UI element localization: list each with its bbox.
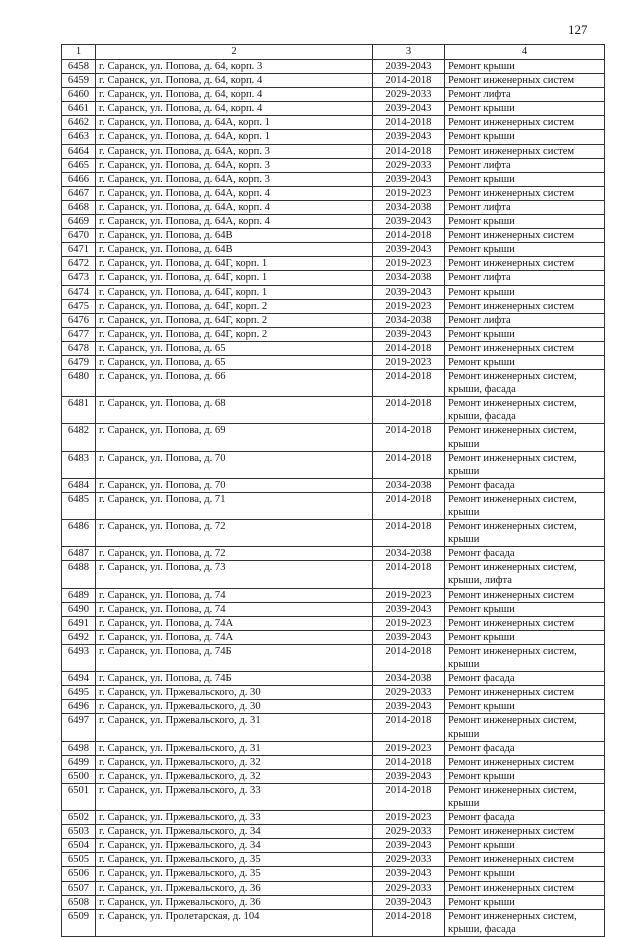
- period-cell: 2014-2018: [373, 144, 445, 158]
- period-cell: 2039-2043: [373, 285, 445, 299]
- work-type-cell: Ремонт инженерных систем, крыши, фасада: [445, 370, 605, 397]
- work-type-cell: Ремонт крыши: [445, 355, 605, 369]
- period-cell: 2034-2038: [373, 672, 445, 686]
- period-cell: 2019-2023: [373, 299, 445, 313]
- period-cell: 2014-2018: [373, 370, 445, 397]
- row-number: 6507: [62, 881, 96, 895]
- table-row: [62, 895, 605, 909]
- period-cell: 2039-2043: [373, 172, 445, 186]
- work-type-cell: Ремонт крыши: [445, 867, 605, 881]
- row-number: 6490: [62, 602, 96, 616]
- table-row: [62, 783, 605, 810]
- table-row: [62, 215, 605, 229]
- address-cell: г. Саранск, ул. Попова, д. 64, корп. 3: [96, 60, 373, 74]
- table-row: [62, 478, 605, 492]
- address-cell: г. Саранск, ул. Пржевальского, д. 32: [96, 755, 373, 769]
- work-type-cell: Ремонт лифта: [445, 271, 605, 285]
- work-type-cell: Ремонт фасада: [445, 547, 605, 561]
- table-row: [62, 616, 605, 630]
- period-cell: 2029-2033: [373, 158, 445, 172]
- table-row: [62, 714, 605, 741]
- row-number: 6474: [62, 285, 96, 299]
- work-type-cell: Ремонт лифта: [445, 200, 605, 214]
- address-cell: г. Саранск, ул. Пржевальского, д. 31: [96, 714, 373, 741]
- table-row: [62, 909, 605, 936]
- address-cell: г. Саранск, ул. Попова, д. 74Б: [96, 644, 373, 671]
- period-cell: 2029-2033: [373, 825, 445, 839]
- period-cell: 2039-2043: [373, 102, 445, 116]
- work-type-cell: Ремонт крыши: [445, 102, 605, 116]
- table-row: [62, 186, 605, 200]
- row-number: 6465: [62, 158, 96, 172]
- period-cell: 2014-2018: [373, 783, 445, 810]
- period-cell: 2034-2038: [373, 200, 445, 214]
- period-cell: 2039-2043: [373, 700, 445, 714]
- work-type-cell: Ремонт инженерных систем: [445, 257, 605, 271]
- period-cell: 2014-2018: [373, 492, 445, 519]
- period-cell: 2034-2038: [373, 313, 445, 327]
- address-cell: г. Саранск, ул. Пролетарская, д. 104: [96, 909, 373, 936]
- row-number: 6486: [62, 520, 96, 547]
- period-cell: 2034-2038: [373, 547, 445, 561]
- period-cell: 2039-2043: [373, 243, 445, 257]
- row-number: 6505: [62, 853, 96, 867]
- period-cell: 2014-2018: [373, 520, 445, 547]
- work-type-cell: Ремонт крыши: [445, 602, 605, 616]
- work-type-cell: Ремонт крыши: [445, 60, 605, 74]
- address-cell: г. Саранск, ул. Попова, д. 64А, корп. 3: [96, 158, 373, 172]
- row-number: 6501: [62, 783, 96, 810]
- row-number: 6492: [62, 630, 96, 644]
- address-cell: г. Саранск, ул. Попова, д. 64Г, корп. 1: [96, 285, 373, 299]
- table-row: [62, 397, 605, 424]
- address-cell: г. Саранск, ул. Пржевальского, д. 33: [96, 811, 373, 825]
- period-cell: 2039-2043: [373, 867, 445, 881]
- address-cell: г. Саранск, ул. Пржевальского, д. 30: [96, 686, 373, 700]
- address-cell: г. Саранск, ул. Попова, д. 64, корп. 4: [96, 102, 373, 116]
- row-number: 6482: [62, 424, 96, 451]
- table-row: [62, 144, 605, 158]
- table-row: [62, 867, 605, 881]
- row-number: 6488: [62, 561, 96, 588]
- work-type-cell: Ремонт инженерных систем, крыши: [445, 520, 605, 547]
- address-cell: г. Саранск, ул. Пржевальского, д. 33: [96, 783, 373, 810]
- period-cell: 2014-2018: [373, 116, 445, 130]
- period-cell: 2019-2023: [373, 616, 445, 630]
- period-cell: 2019-2023: [373, 257, 445, 271]
- column-header-4: 4: [445, 45, 605, 60]
- address-cell: г. Саранск, ул. Попова, д. 74А: [96, 616, 373, 630]
- table-row: [62, 451, 605, 478]
- work-type-cell: Ремонт инженерных систем, крыши: [445, 783, 605, 810]
- period-cell: 2014-2018: [373, 229, 445, 243]
- row-number: 6477: [62, 327, 96, 341]
- period-cell: 2014-2018: [373, 341, 445, 355]
- period-cell: 2014-2018: [373, 909, 445, 936]
- work-type-cell: Ремонт крыши: [445, 630, 605, 644]
- work-type-cell: Ремонт инженерных систем: [445, 853, 605, 867]
- work-type-cell: Ремонт инженерных систем: [445, 229, 605, 243]
- row-number: 6462: [62, 116, 96, 130]
- period-cell: 2014-2018: [373, 644, 445, 671]
- address-cell: г. Саранск, ул. Пржевальского, д. 36: [96, 881, 373, 895]
- table-row: [62, 370, 605, 397]
- row-number: 6470: [62, 229, 96, 243]
- work-type-cell: Ремонт инженерных систем, крыши: [445, 714, 605, 741]
- period-cell: 2029-2033: [373, 881, 445, 895]
- period-cell: 2039-2043: [373, 895, 445, 909]
- work-type-cell: Ремонт инженерных систем: [445, 341, 605, 355]
- row-number: 6468: [62, 200, 96, 214]
- row-number: 6458: [62, 60, 96, 74]
- address-cell: г. Саранск, ул. Пржевальского, д. 35: [96, 853, 373, 867]
- work-type-cell: Ремонт инженерных систем: [445, 116, 605, 130]
- period-cell: 2019-2023: [373, 741, 445, 755]
- period-cell: 2039-2043: [373, 60, 445, 74]
- address-cell: г. Саранск, ул. Попова, д. 74: [96, 588, 373, 602]
- table-row: [62, 602, 605, 616]
- row-number: 6484: [62, 478, 96, 492]
- work-type-cell: Ремонт инженерных систем: [445, 686, 605, 700]
- work-type-cell: Ремонт инженерных систем: [445, 588, 605, 602]
- work-type-cell: Ремонт крыши: [445, 327, 605, 341]
- address-cell: г. Саранск, ул. Попова, д. 74: [96, 602, 373, 616]
- address-cell: г. Саранск, ул. Попова, д. 64А, корп. 3: [96, 144, 373, 158]
- work-type-cell: Ремонт лифта: [445, 88, 605, 102]
- period-cell: 2014-2018: [373, 714, 445, 741]
- table-row: [62, 172, 605, 186]
- period-cell: 2014-2018: [373, 451, 445, 478]
- period-cell: 2014-2018: [373, 424, 445, 451]
- row-number: 6479: [62, 355, 96, 369]
- work-type-cell: Ремонт инженерных систем: [445, 616, 605, 630]
- table-row: [62, 630, 605, 644]
- row-number: 6476: [62, 313, 96, 327]
- address-cell: г. Саранск, ул. Попова, д. 65: [96, 355, 373, 369]
- table-row: [62, 355, 605, 369]
- address-cell: г. Саранск, ул. Попова, д. 72: [96, 520, 373, 547]
- address-cell: г. Саранск, ул. Попова, д. 68: [96, 397, 373, 424]
- address-cell: г. Саранск, ул. Пржевальского, д. 31: [96, 741, 373, 755]
- table-row: [62, 102, 605, 116]
- table-row: [62, 327, 605, 341]
- row-number: 6483: [62, 451, 96, 478]
- work-type-cell: Ремонт крыши: [445, 895, 605, 909]
- repair-schedule-table: [61, 44, 605, 937]
- table-row: [62, 741, 605, 755]
- period-cell: 2039-2043: [373, 602, 445, 616]
- work-type-cell: Ремонт инженерных систем, крыши, фасада: [445, 397, 605, 424]
- work-type-cell: Ремонт инженерных систем, крыши: [445, 492, 605, 519]
- address-cell: г. Саранск, ул. Попова, д. 64Г, корп. 1: [96, 271, 373, 285]
- work-type-cell: Ремонт инженерных систем, крыши: [445, 424, 605, 451]
- row-number: 6493: [62, 644, 96, 671]
- row-number: 6500: [62, 769, 96, 783]
- column-header-2: 2: [96, 45, 373, 60]
- table-row: [62, 769, 605, 783]
- work-type-cell: Ремонт фасада: [445, 672, 605, 686]
- row-number: 6473: [62, 271, 96, 285]
- address-cell: г. Саранск, ул. Попова, д. 74А: [96, 630, 373, 644]
- work-type-cell: Ремонт фасада: [445, 741, 605, 755]
- period-cell: 2029-2033: [373, 88, 445, 102]
- table-row: [62, 313, 605, 327]
- period-cell: 2039-2043: [373, 630, 445, 644]
- address-cell: г. Саранск, ул. Попова, д. 64, корп. 4: [96, 74, 373, 88]
- column-header-1: 1: [62, 45, 96, 60]
- address-cell: г. Саранск, ул. Пржевальского, д. 36: [96, 895, 373, 909]
- address-cell: г. Саранск, ул. Попова, д. 64Г, корп. 2: [96, 299, 373, 313]
- table-row: [62, 547, 605, 561]
- row-number: 6503: [62, 825, 96, 839]
- address-cell: г. Саранск, ул. Попова, д. 69: [96, 424, 373, 451]
- work-type-cell: Ремонт крыши: [445, 839, 605, 853]
- row-number: 6496: [62, 700, 96, 714]
- work-type-cell: Ремонт инженерных систем: [445, 825, 605, 839]
- table-row: [62, 299, 605, 313]
- work-type-cell: Ремонт лифта: [445, 158, 605, 172]
- row-number: 6464: [62, 144, 96, 158]
- period-cell: 2014-2018: [373, 561, 445, 588]
- address-cell: г. Саранск, ул. Попова, д. 73: [96, 561, 373, 588]
- period-cell: 2039-2043: [373, 839, 445, 853]
- table-row: [62, 341, 605, 355]
- address-cell: г. Саранск, ул. Пржевальского, д. 35: [96, 867, 373, 881]
- period-cell: 2029-2033: [373, 853, 445, 867]
- table-header-row: [62, 45, 605, 60]
- address-cell: г. Саранск, ул. Попова, д. 64А, корп. 4: [96, 215, 373, 229]
- table-row: [62, 686, 605, 700]
- table-row: [62, 88, 605, 102]
- table-body: [62, 60, 605, 937]
- work-type-cell: Ремонт крыши: [445, 700, 605, 714]
- table-row: [62, 811, 605, 825]
- work-type-cell: Ремонт инженерных систем, крыши: [445, 644, 605, 671]
- table-row: [62, 561, 605, 588]
- address-cell: г. Саранск, ул. Попова, д. 70: [96, 478, 373, 492]
- table-row: [62, 520, 605, 547]
- row-number: 6460: [62, 88, 96, 102]
- address-cell: г. Саранск, ул. Попова, д. 64А, корп. 1: [96, 130, 373, 144]
- period-cell: 2039-2043: [373, 215, 445, 229]
- table-row: [62, 158, 605, 172]
- table-row: [62, 285, 605, 299]
- address-cell: г. Саранск, ул. Попова, д. 70: [96, 451, 373, 478]
- address-cell: г. Саранск, ул. Пржевальского, д. 34: [96, 839, 373, 853]
- work-type-cell: Ремонт инженерных систем, крыши: [445, 451, 605, 478]
- row-number: 6506: [62, 867, 96, 881]
- address-cell: г. Саранск, ул. Попова, д. 64Г, корп. 2: [96, 313, 373, 327]
- work-type-cell: Ремонт инженерных систем: [445, 299, 605, 313]
- row-number: 6504: [62, 839, 96, 853]
- address-cell: г. Саранск, ул. Попова, д. 64А, корп. 4: [96, 186, 373, 200]
- row-number: 6502: [62, 811, 96, 825]
- table-row: [62, 200, 605, 214]
- row-number: 6461: [62, 102, 96, 116]
- row-number: 6498: [62, 741, 96, 755]
- row-number: 6489: [62, 588, 96, 602]
- page-number: 127: [568, 22, 588, 37]
- table-row: [62, 130, 605, 144]
- table-row: [62, 424, 605, 451]
- work-type-cell: Ремонт инженерных систем: [445, 186, 605, 200]
- row-number: 6463: [62, 130, 96, 144]
- period-cell: 2039-2043: [373, 769, 445, 783]
- table-row: [62, 839, 605, 853]
- period-cell: 2014-2018: [373, 755, 445, 769]
- row-number: 6478: [62, 341, 96, 355]
- column-header-3: 3: [373, 45, 445, 60]
- period-cell: 2039-2043: [373, 327, 445, 341]
- row-number: 6509: [62, 909, 96, 936]
- period-cell: 2034-2038: [373, 478, 445, 492]
- address-cell: г. Саранск, ул. Попова, д. 64А, корп. 1: [96, 116, 373, 130]
- period-cell: 2034-2038: [373, 271, 445, 285]
- table-row: [62, 588, 605, 602]
- work-type-cell: Ремонт инженерных систем, крыши, лифта: [445, 561, 605, 588]
- table-row: [62, 492, 605, 519]
- table-row: [62, 229, 605, 243]
- work-type-cell: Ремонт лифта: [445, 313, 605, 327]
- row-number: 6494: [62, 672, 96, 686]
- row-number: 6499: [62, 755, 96, 769]
- table-row: [62, 243, 605, 257]
- address-cell: г. Саранск, ул. Пржевальского, д. 32: [96, 769, 373, 783]
- address-cell: г. Саранск, ул. Попова, д. 71: [96, 492, 373, 519]
- row-number: 6459: [62, 74, 96, 88]
- work-type-cell: Ремонт крыши: [445, 769, 605, 783]
- period-cell: 2019-2023: [373, 186, 445, 200]
- row-number: 6480: [62, 370, 96, 397]
- address-cell: г. Саранск, ул. Попова, д. 64А, корп. 4: [96, 200, 373, 214]
- address-cell: г. Саранск, ул. Попова, д. 65: [96, 341, 373, 355]
- table-row: [62, 672, 605, 686]
- address-cell: г. Саранск, ул. Пржевальского, д. 30: [96, 700, 373, 714]
- row-number: 6469: [62, 215, 96, 229]
- work-type-cell: Ремонт инженерных систем: [445, 144, 605, 158]
- row-number: 6495: [62, 686, 96, 700]
- table-row: [62, 755, 605, 769]
- address-cell: г. Саранск, ул. Попова, д. 72: [96, 547, 373, 561]
- work-type-cell: Ремонт крыши: [445, 172, 605, 186]
- work-type-cell: Ремонт крыши: [445, 243, 605, 257]
- row-number: 6475: [62, 299, 96, 313]
- row-number: 6466: [62, 172, 96, 186]
- work-type-cell: Ремонт инженерных систем: [445, 755, 605, 769]
- address-cell: г. Саранск, ул. Попова, д. 64, корп. 4: [96, 88, 373, 102]
- work-type-cell: Ремонт инженерных систем: [445, 74, 605, 88]
- address-cell: г. Саранск, ул. Пржевальского, д. 34: [96, 825, 373, 839]
- row-number: 6508: [62, 895, 96, 909]
- address-cell: г. Саранск, ул. Попова, д. 74Б: [96, 672, 373, 686]
- row-number: 6472: [62, 257, 96, 271]
- table-row: [62, 881, 605, 895]
- period-cell: 2019-2023: [373, 811, 445, 825]
- table-row: [62, 853, 605, 867]
- work-type-cell: Ремонт фасада: [445, 478, 605, 492]
- period-cell: 2014-2018: [373, 74, 445, 88]
- work-type-cell: Ремонт инженерных систем: [445, 881, 605, 895]
- address-cell: г. Саранск, ул. Попова, д. 64Г, корп. 1: [96, 257, 373, 271]
- row-number: 6497: [62, 714, 96, 741]
- period-cell: 2014-2018: [373, 397, 445, 424]
- work-type-cell: Ремонт фасада: [445, 811, 605, 825]
- period-cell: 2019-2023: [373, 355, 445, 369]
- table-row: [62, 74, 605, 88]
- work-type-cell: Ремонт крыши: [445, 285, 605, 299]
- table-row: [62, 257, 605, 271]
- work-type-cell: Ремонт крыши: [445, 130, 605, 144]
- work-type-cell: Ремонт инженерных систем, крыши, фасада: [445, 909, 605, 936]
- table-row: [62, 700, 605, 714]
- row-number: 6487: [62, 547, 96, 561]
- address-cell: г. Саранск, ул. Попова, д. 64В: [96, 229, 373, 243]
- period-cell: 2039-2043: [373, 130, 445, 144]
- row-number: 6491: [62, 616, 96, 630]
- table-row: [62, 116, 605, 130]
- period-cell: 2019-2023: [373, 588, 445, 602]
- table-row: [62, 60, 605, 74]
- table-row: [62, 825, 605, 839]
- address-cell: г. Саранск, ул. Попова, д. 64В: [96, 243, 373, 257]
- table-row: [62, 271, 605, 285]
- work-type-cell: Ремонт крыши: [445, 215, 605, 229]
- row-number: 6481: [62, 397, 96, 424]
- row-number: 6485: [62, 492, 96, 519]
- address-cell: г. Саранск, ул. Попова, д. 64А, корп. 3: [96, 172, 373, 186]
- address-cell: г. Саранск, ул. Попова, д. 64Г, корп. 2: [96, 327, 373, 341]
- row-number: 6471: [62, 243, 96, 257]
- address-cell: г. Саранск, ул. Попова, д. 66: [96, 370, 373, 397]
- row-number: 6467: [62, 186, 96, 200]
- table-row: [62, 644, 605, 671]
- period-cell: 2029-2033: [373, 686, 445, 700]
